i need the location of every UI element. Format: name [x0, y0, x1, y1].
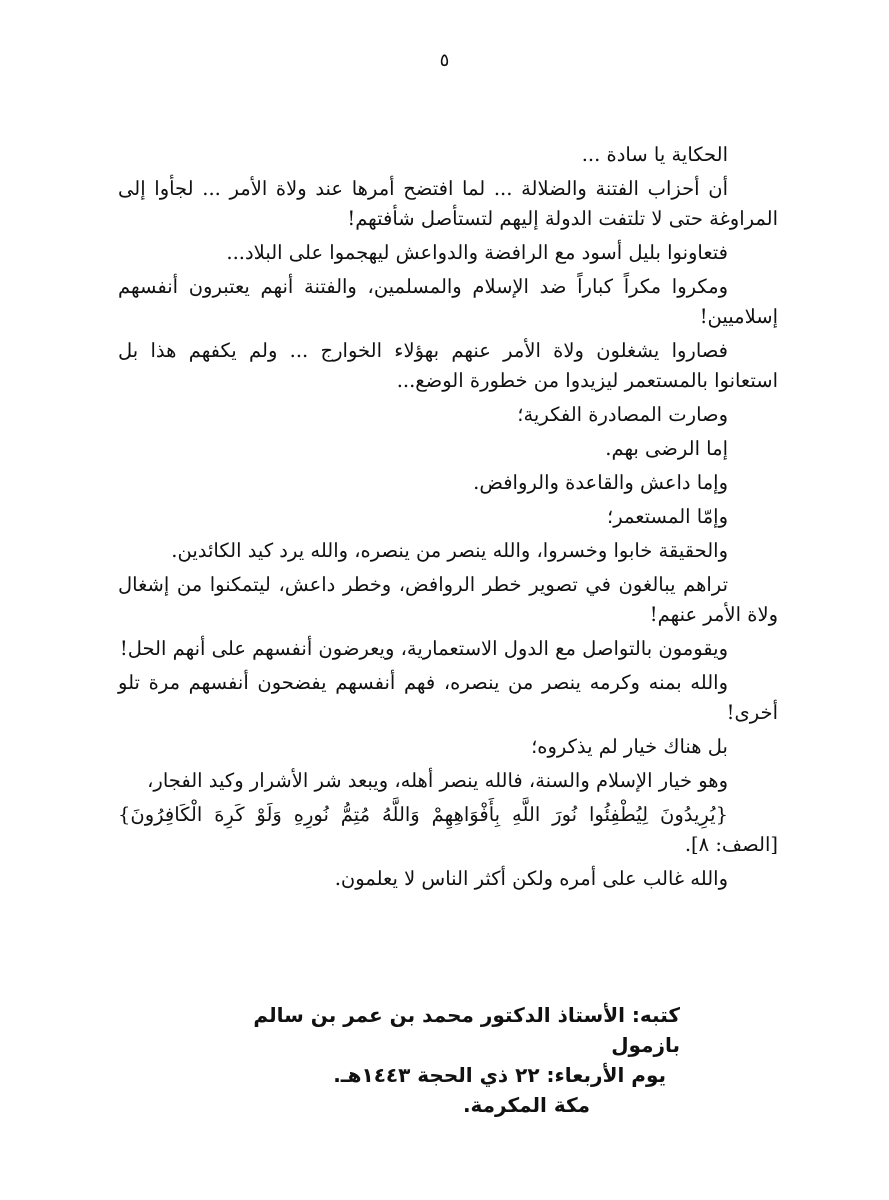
- paragraph-parties: أن أحزاب الفتنة والضلالة ... لما افتضح أمرها عند ولاة الأمر ... لجأوا إلى المراوغة حتى لا تلتفت الدولة إليهم لتستأصل شأفتهم!: [118, 177, 778, 230]
- signature-place: مكة المكرمة.: [462, 1093, 590, 1117]
- paragraph-quran-verse: {يُرِيدُونَ لِيُطْفِئُوا نُورَ اللَّهِ بِأَفْوَاهِهِمْ وَاللَّهُ مُتِمُّ نُورِهِ وَلَوْ كَرِهَ الْكَافِرُونَ} [الصف: ٨].: [118, 803, 778, 856]
- page-number: ٥: [439, 50, 450, 71]
- paragraph-exposure: والله بمنه وكرمه ينصر من ينصره، فهم أنفسهم يفضحون أنفسهم مرة تلو أخرى!: [118, 671, 778, 724]
- paragraph-contact: ويقومون بالتواصل مع الدول الاستعمارية، ويعرضون أنفسهم على أنهم الحل!: [119, 637, 728, 660]
- paragraph-cooperation: فتعاونوا بليل أسود مع الرافضة والدواعش ليهجموا على البلاد...: [226, 241, 728, 264]
- signature-date: يوم الأربعاء: ٢٢ ذي الحجة ١٤٤٣هـ.: [333, 1063, 666, 1087]
- paragraph-islam-option: وهو خيار الإسلام والسنة، فالله ينصر أهله، ويبعد شر الأشرار وكيد الفجار،: [147, 769, 728, 792]
- paragraph-truth: والحقيقة خابوا وخسروا، والله ينصر من ينصره، والله يرد كيد الكائدين.: [171, 539, 728, 562]
- paragraph-closing: والله غالب على أمره ولكن أكثر الناس لا يعلمون.: [334, 867, 728, 890]
- paragraph-option-1: إما الرضى بهم.: [605, 437, 728, 460]
- paragraph-intro: الحكاية يا سادة ...: [581, 143, 728, 166]
- paragraph-confiscation: وصارت المصادرة الفكرية؛: [517, 403, 728, 426]
- article-body: [118, 140, 778, 898]
- paragraph-distraction: فصاروا يشغلون ولاة الأمر عنهم بهؤلاء الخوارج ... ولم يكفهم هذا بل استعانوا بالمستعمر ليزيدوا من خطورة الوضع...: [118, 339, 778, 392]
- signature-block: [200, 1000, 680, 1120]
- paragraph-other-option: بل هناك خيار لم يذكروه؛: [531, 735, 728, 758]
- signature-author: كتبه: الأستاذ الدكتور محمد بن عمر بن سالم بازمول: [253, 1003, 680, 1057]
- paragraph-plotting: ومكروا مكراً كباراً ضد الإسلام والمسلمين، والفتنة أنهم يعتبرون أنفسهم إسلاميين!: [118, 275, 778, 328]
- paragraph-exaggeration: تراهم يبالغون في تصوير خطر الروافض، وخطر داعش، ليتمكنوا من إشغال ولاة الأمر عنهم!: [118, 573, 778, 626]
- paragraph-option-3: وإمّا المستعمر؛: [607, 505, 728, 528]
- paragraph-option-2: وإما داعش والقاعدة والروافض.: [473, 471, 728, 494]
